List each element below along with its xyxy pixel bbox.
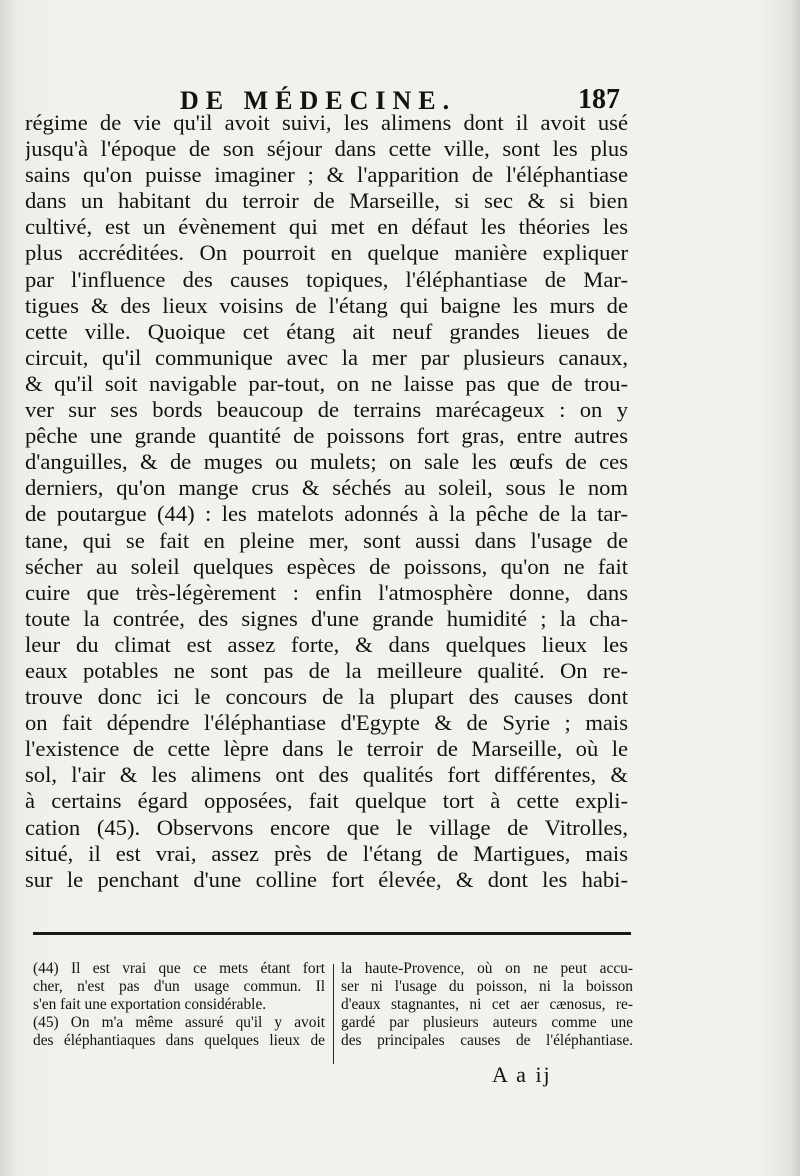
footnote-line: (44) Il est vrai que ce mets étant fort — [33, 960, 325, 977]
text-line: sur le penchant d'une colline fort élevée, & dont les habi- — [25, 866, 628, 892]
text-line: toute la contrée, des signes d'une grande humidité ; la cha- — [25, 605, 628, 631]
text-line: par l'influence des causes topiques, l'éléphantiase de Mar- — [25, 266, 628, 292]
text-line: cuire que très-légèrement : enfin l'atmosphère donne, dans — [25, 579, 628, 605]
text-line: tigues & des lieux voisins de l'étang qui baigne les murs de — [25, 292, 628, 318]
footnote-line: des principales causes de l'éléphantiase. — [341, 1032, 633, 1049]
footnote-line: (45) On m'a même assuré qu'il y avoit — [33, 1014, 325, 1031]
text-line: & qu'il soit navigable par-tout, on ne laisse pas que de trou- — [25, 370, 628, 396]
footnote-line: gardé par plusieurs auteurs comme une — [341, 1014, 633, 1031]
text-line: cultivé, est un évènement qui met en défaut les théories les — [25, 214, 628, 240]
text-line: cette ville. Quoique cet étang ait neuf grandes lieues de — [25, 318, 628, 344]
text-line: sécher au soleil quelques espèces de poissons, qu'on ne fait — [25, 553, 628, 579]
text-line: cation (45). Observons encore que le village de Vitrolles, — [25, 814, 628, 840]
footnote-line: la haute-Provence, où on ne peut accu- — [341, 960, 633, 977]
signature-mark: A a ij — [492, 1062, 552, 1087]
text-line: jusqu'à l'époque de son séjour dans cette ville, sont les plus — [25, 136, 628, 162]
text-line: derniers, qu'on mange crus & séchés au soleil, sous le nom — [25, 475, 628, 501]
text-line: on fait dépendre l'éléphantiase d'Egypte & de Syrie ; mais — [25, 710, 628, 736]
text-line: régime de vie qu'il avoit suivi, les alimens dont il avoit usé — [25, 110, 628, 135]
main-text-block — [25, 110, 628, 893]
footnote-divider-rule — [33, 932, 631, 935]
text-line: plus accréditées. On pourroit en quelque manière expliquer — [25, 240, 628, 266]
text-line: trouve donc ici le concours de la plupart des causes dont — [25, 684, 628, 710]
text-line: sains qu'on puisse imaginer ; & l'apparition de l'éléphantiase — [25, 162, 628, 188]
text-line: ver sur ses bords beaucoup de terrains marécageux : on y — [25, 397, 628, 423]
footnote-column-left — [33, 960, 325, 1050]
text-line: de poutargue (44) : les matelots adonnés à la pêche de la tar- — [25, 501, 628, 527]
text-line: l'existence de cette lèpre dans le terroir de Marseille, où le — [25, 736, 628, 762]
text-line: à certains égard opposées, fait quelque tort à cette expli- — [25, 788, 628, 814]
text-line: leur du climat est assez forte, & dans quelques lieux les — [25, 631, 628, 657]
text-line: situé, il est vrai, assez près de l'étang de Martigues, mais — [25, 840, 628, 866]
footnote-line: d'eaux stagnantes, ni cet aer cænosus, re- — [341, 996, 633, 1013]
text-line: pêche une grande quantité de poissons fort gras, entre autres — [25, 423, 628, 449]
footnote-line: ser ni l'usage du poisson, ni la boisson — [341, 978, 633, 995]
footnotes — [33, 960, 633, 1070]
text-line: eaux potables ne sont pas de la meilleure qualité. On re- — [25, 657, 628, 683]
footnote-line: cher, n'est pas d'un usage commun. Il — [33, 978, 325, 995]
text-line: circuit, qu'il communique avec la mer par plusieurs canaux, — [25, 344, 628, 370]
text-line: tane, qui se fait en pleine mer, sont aussi dans l'usage de — [25, 527, 628, 553]
running-head-title: DE MÉDECINE. — [180, 86, 457, 115]
footnote-line: s'en fait une exportation considérable. — [33, 996, 267, 1013]
text-line: sol, l'air & les alimens ont des qualités fort différentes, & — [25, 762, 628, 788]
footnote-column-right — [341, 960, 633, 1050]
page-number: 187 — [578, 84, 620, 115]
footnote-column-divider — [333, 964, 334, 1064]
footnote-line: des éléphantiaques dans quelques lieux de — [33, 1032, 325, 1049]
text-line: d'anguilles, & de muges ou mulets; on sale les œufs de ces — [25, 449, 628, 475]
text-line: dans un habitant du terroir de Marseille, si sec & si bien — [25, 188, 628, 214]
